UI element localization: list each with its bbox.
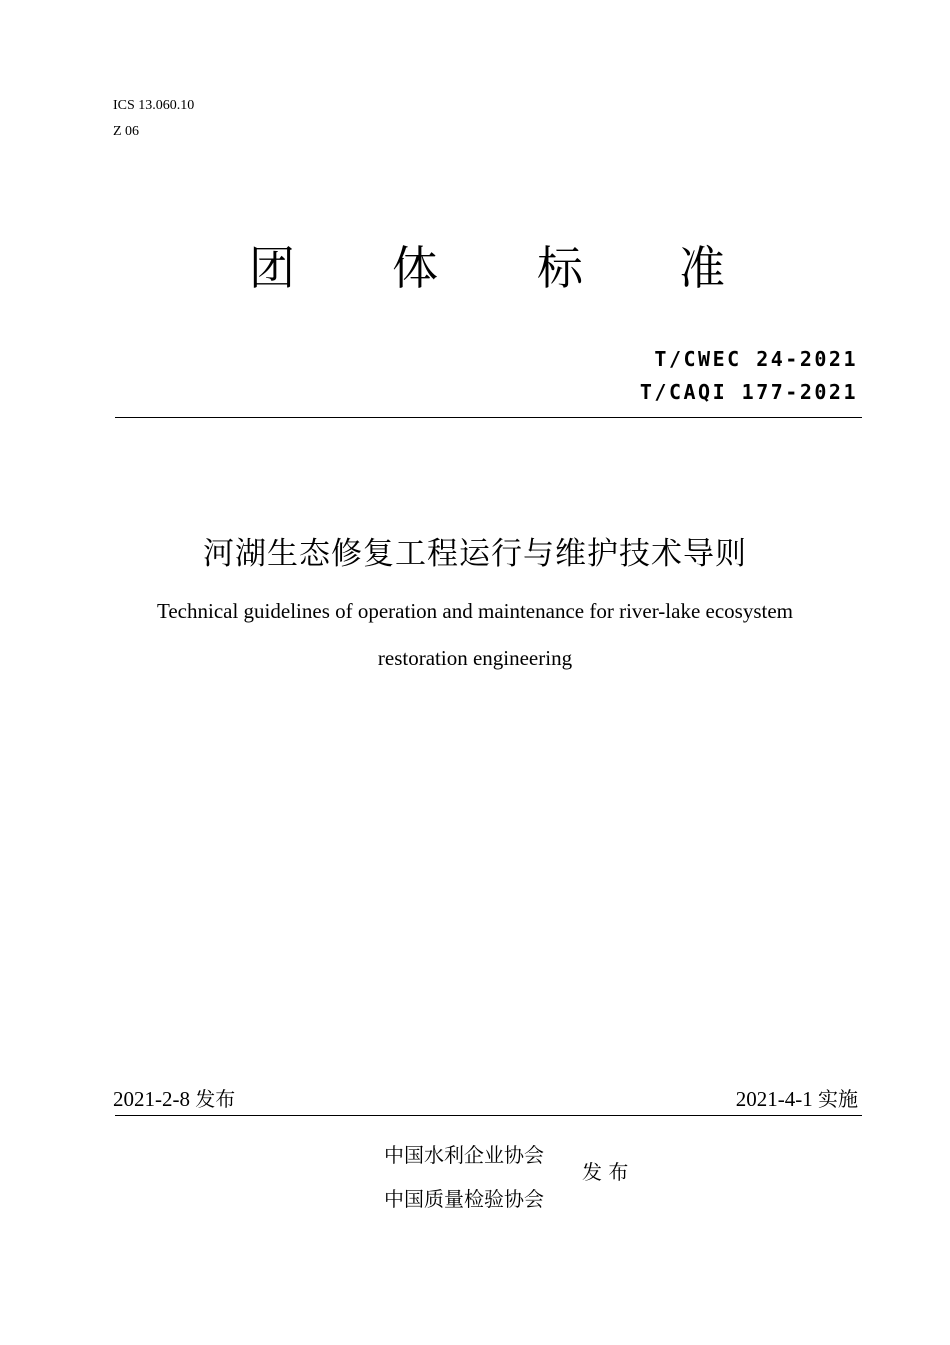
standard-type-char: 团	[249, 241, 295, 295]
standard-type-char: 标	[537, 241, 583, 295]
implementation-date-value: 2021-4-1	[735, 1087, 813, 1111]
document-title-cn: 河湖生态修复工程运行与维护技术导则	[203, 536, 747, 572]
issue-date-value: 2021-2-8	[113, 1087, 190, 1111]
footer-divider	[115, 1115, 862, 1116]
header-divider	[115, 417, 862, 418]
classification-code: Z 06	[113, 124, 140, 139]
ics-code: ICS 13.060.10	[113, 98, 195, 113]
publish-label: 发 布	[582, 1160, 629, 1184]
implementation-date	[736, 1085, 858, 1113]
publisher-org-1: 中国水利企业协会	[384, 1143, 544, 1167]
standard-type-char: 准	[679, 241, 725, 295]
publisher-org-2: 中国质量检验协会	[384, 1187, 544, 1211]
issue-date	[113, 1085, 235, 1113]
document-title-en-line2: restoration engineering	[377, 646, 573, 670]
standard-type-char: 体	[392, 241, 438, 295]
standard-code-caqi: T/CAQI 177-2021	[639, 380, 858, 404]
issue-date-label: 发布	[195, 1087, 236, 1111]
standard-type-heading	[0, 236, 950, 300]
document-title-en-line1: Technical guidelines of operation and maintenance for river-lake ecosystem	[156, 599, 793, 623]
standard-code-cwec: T/CWEC 24-2021	[654, 347, 858, 371]
implementation-date-label: 实施	[818, 1087, 858, 1111]
